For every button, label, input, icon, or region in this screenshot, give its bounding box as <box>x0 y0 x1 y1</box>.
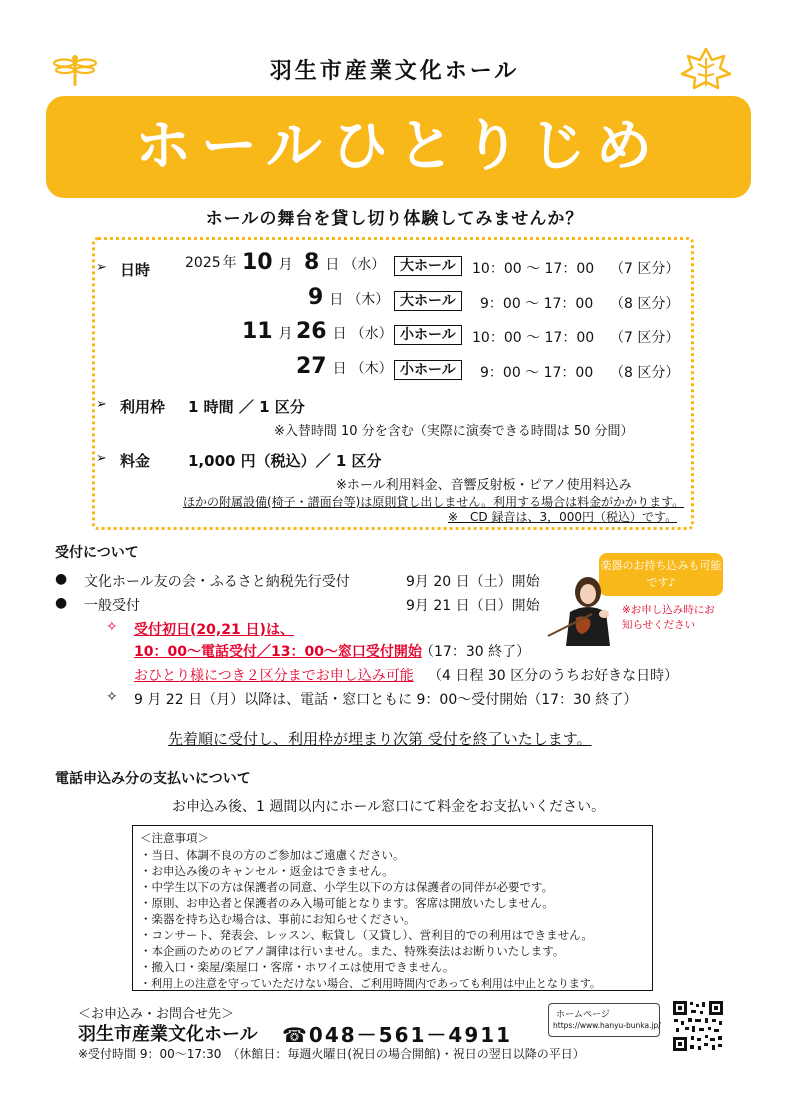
reception-heading: 受付について <box>55 545 139 561</box>
bullet-icon: ● <box>55 571 68 587</box>
month: 11 <box>242 319 273 344</box>
fee-note-3: ※ CD 録音は、3，000円（税込）です。 <box>448 510 678 524</box>
contact-phone: ☎048－561－4911 <box>282 1023 513 1047</box>
reception-item-1-label: 文化ホール友の会・ふるさと納税先行受付 <box>84 574 350 590</box>
time-range: 10：00 ～ 17：00 <box>472 330 595 346</box>
day-unit: 日 <box>332 326 347 342</box>
fee-note-1: ※ホール利用料金、音響反射板・ピアノ使用料込み <box>336 478 632 493</box>
first-day-times: 10：00～電話受付／13：00～窓口受付開始 <box>134 644 422 660</box>
time-range: 9：00 ～ 17：00 <box>480 365 594 381</box>
first-come-notice: 先着順に受付し、利用枠が埋まり次第 受付を終了いたします。 <box>168 730 592 748</box>
fee-label: 料金 <box>120 452 151 470</box>
note-item: ・本企画のためのピアノ調律は行いません。また、特殊奏法はお断りいたします。 <box>140 944 565 958</box>
arrow-bullet-icon: ➢ <box>96 260 107 275</box>
limit-note: （4 日程 30 区分のうちお好きな日時） <box>428 668 679 684</box>
banner-title: ホールひとりじめ <box>135 114 662 179</box>
payment-text: お申込み後、1 週間以内にホール窓口にて料金をお支払いください。 <box>172 799 606 815</box>
after-text: 9 月 22 日（月）以降は、電話・窓口ともに 9：00～受付開始（17：30 終了） <box>134 692 638 708</box>
reception-item-2-date: 9月 21 日（日）開始 <box>406 598 540 614</box>
schedule-row-3-day <box>296 319 393 344</box>
contact-hours: ※受付時間 9：00～17:30 （休館日：毎週火曜日(祝日の場合開館)・祝日の翌日以降の平日） <box>78 1047 585 1061</box>
schedule-row-1 <box>185 252 237 272</box>
schedule-row-4-day <box>296 354 393 379</box>
instrument-callout: 楽器のお持ち込みも可能です♪ <box>599 553 723 596</box>
schedule-row-1-day <box>304 250 385 275</box>
note-item: ・コンサート、発表会、レッスン、転貸し（又貸し）、営利目的での利用はできません。 <box>140 928 593 942</box>
weekday: （木） <box>350 361 393 377</box>
note-item: ・原則、お申込者と保護者のみ入場可能となります。客席は開放いたしません。 <box>140 896 554 910</box>
day: 27 <box>296 354 327 379</box>
weekday: （水） <box>350 326 393 342</box>
payment-heading: 電話申込み分の支払いについて <box>55 771 251 787</box>
note-item: ・中学生以下の方は保護者の同意、小学生以下の方は保護者の同伴が必要です。 <box>140 880 554 894</box>
schedule-row-3-month <box>242 319 293 344</box>
subtitle: ホールの舞台を貸し切り体験してみませんか？ <box>205 209 584 229</box>
day-unit: 日 <box>329 292 344 308</box>
hall-badge: 大ホール <box>394 291 462 311</box>
slot-count: （7 区分） <box>610 330 680 346</box>
first-day-end: （17：30 終了） <box>420 644 531 660</box>
fee-value: 1,000 円（税込）／ 1 区分 <box>188 452 382 470</box>
time-range: 9：00 ～ 17：00 <box>480 296 594 312</box>
arrow-bullet-icon: ➢ <box>96 451 107 466</box>
violinist-illustration-icon <box>546 574 620 646</box>
day-unit: 日 <box>325 257 340 273</box>
schedule-row-1-date <box>242 250 293 275</box>
qr-code-icon[interactable] <box>672 1000 724 1052</box>
year: 2025 <box>185 255 221 271</box>
reception-item-1-date: 9月 20 日（土）開始 <box>406 574 540 590</box>
limit-text: おひとり様につき２区分までお申し込み可能 <box>134 668 414 684</box>
callout-note: ※お申し込み時にお知らせください <box>622 604 715 631</box>
contact-heading: ＜お申込み・お問合せ先＞ <box>78 1007 235 1022</box>
day: 8 <box>304 250 320 275</box>
note-item: ・楽器を持ち込む場合は、事前にお知らせください。 <box>140 912 416 926</box>
hall-badge: 大ホール <box>394 256 462 276</box>
day: 26 <box>296 319 327 344</box>
fee-note-2: ほかの附属設備(椅子・譜面台等)は原則貸し出しません。利用する場合は料金がかかります。 <box>183 495 685 509</box>
homepage-url[interactable]: https://www.hanyu-bunka.jp/ <box>553 1021 661 1030</box>
note-item: ・お申込み後のキャンセル・返金はできません。 <box>140 864 394 878</box>
weekday: （水） <box>343 257 386 273</box>
month-unit: 月 <box>278 326 293 342</box>
org-title: 羽生市産業文化ホール <box>269 59 520 84</box>
note-item: ・当日、体調不良の方のご参加はご遠慮ください。 <box>140 848 405 862</box>
usage-value: 1 時間 ／ 1 区分 <box>188 398 305 416</box>
arrow-bullet-icon: ➢ <box>96 397 107 412</box>
schedule-row-2-day <box>308 285 389 310</box>
contact-org: 羽生市産業文化ホール <box>78 1024 258 1045</box>
first-day-title: 受付初日(20,21 日)は、 <box>134 622 294 638</box>
bullet-icon: ● <box>55 595 68 611</box>
time-range: 10：00 ～ 17：00 <box>472 261 595 277</box>
diamond-bullet-icon: ✧ <box>106 689 118 705</box>
reception-item-2-label: 一般受付 <box>84 598 140 614</box>
leaf-logo-icon <box>680 46 732 92</box>
month-unit: 月 <box>278 257 293 273</box>
weekday: （木） <box>347 292 390 308</box>
day: 9 <box>308 285 324 310</box>
hall-badge: 小ホール <box>394 360 462 380</box>
diamond-bullet-icon: ✧ <box>106 619 118 635</box>
homepage-label: ホームページ <box>556 1010 610 1020</box>
hall-badge: 小ホール <box>394 325 462 345</box>
month: 10 <box>242 250 273 275</box>
usage-label: 利用枠 <box>120 398 166 416</box>
slot-count: （7 区分） <box>610 261 680 277</box>
slot-count: （8 区分） <box>610 365 680 381</box>
note-item: ・搬入口・楽屋/楽屋口・客席・ホワイエは使用できません。 <box>140 960 455 974</box>
schedule-label: 日時 <box>120 261 151 279</box>
slot-count: （8 区分） <box>610 296 680 312</box>
year-unit: 年 <box>222 255 237 271</box>
notes-title: ＜注意事項＞ <box>140 831 209 845</box>
day-unit: 日 <box>332 361 347 377</box>
usage-note: ※入替時間 10 分を含む（実際に演奏できる時間は 50 分間） <box>274 424 634 439</box>
note-item: ・利用上の注意を守っていただけない場合、ご利用時間内であっても利用は中止となります。 <box>140 977 602 990</box>
